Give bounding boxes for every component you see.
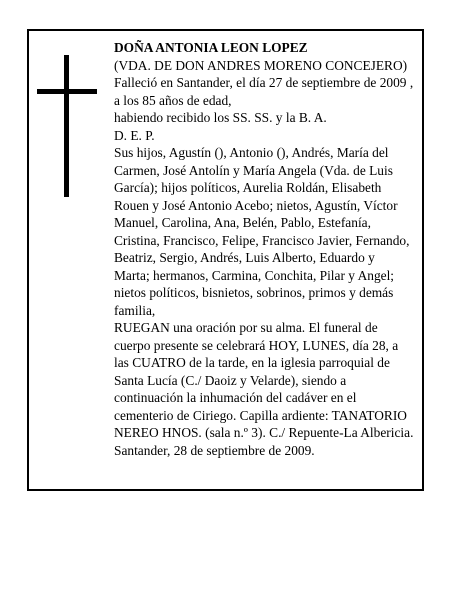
notice-line: cementerio de Ciriego. Capilla ardiente: TANATORIO xyxy=(114,407,407,423)
cross-horizontal-bar xyxy=(37,89,97,94)
notice-line: las CUATRO de la tarde, en la iglesia parroquial de xyxy=(114,355,390,370)
notice-line: continuación la inhumación del cadáver en el xyxy=(114,390,357,405)
notice-line: nietos políticos, bisnietos, sobrinos, primos y demás xyxy=(114,285,394,300)
notice-line: habiendo recibido los SS. SS. y la B. A. xyxy=(114,110,327,125)
notice-line: NEREO HNOS. (sala n.º 3). C./ Repuente-La Albericia. xyxy=(114,425,414,440)
notice-line: RUEGAN una oración por su alma. El funeral de xyxy=(114,320,378,335)
latin-cross-icon xyxy=(37,55,97,197)
notice-line: Manuel, Carolina, Ana, Belén, Pablo, Estefanía, xyxy=(114,215,371,230)
notice-line: familia, xyxy=(114,302,156,318)
deceased-name: DOÑA ANTONIA LEON LOPEZ xyxy=(114,40,308,55)
notice-line: Sus hijos, Agustín (), Antonio (), Andrés, María del xyxy=(114,145,389,160)
notice-line: Falleció en Santander, el día 27 de septiembre de 2009 , xyxy=(114,75,414,90)
notice-line: Santa Lucía (C./ Daoiz y Velarde), siendo a xyxy=(114,372,347,388)
notice-line: Beatriz, Sergio, Andrés, Luis Alberto, Eduardo y xyxy=(114,250,375,265)
notice-line: Rouen y José Antonio Acebo; nietos, Agustín, Víctor xyxy=(114,197,398,213)
notice-line: (VDA. DE DON ANDRES MORENO CONCEJERO) xyxy=(114,57,408,73)
notice-line: cuerpo presente se celebrará HOY, LUNES, día 28, a xyxy=(114,337,399,353)
notice-line: Santander, 28 de septiembre de 2009. xyxy=(114,442,315,458)
notice-line: García); hijos políticos, Aurelia Roldán, Elisabeth xyxy=(114,180,382,195)
obituary-text xyxy=(114,39,422,459)
notice-line: D. E. P. xyxy=(114,127,155,143)
notice-line: Cristina, Francisco, Felipe, Francisco Javier, Fernando, xyxy=(114,232,410,248)
cross-vertical-bar xyxy=(64,55,69,197)
notice-line: a los 85 años de edad, xyxy=(114,92,232,108)
notice-line: Marta; hermanos, Carmina, Conchita, Pilar y Angel; xyxy=(114,267,395,283)
notice-line: Carmen, José Antolín y María Angela (Vda. de Luis xyxy=(114,162,393,178)
